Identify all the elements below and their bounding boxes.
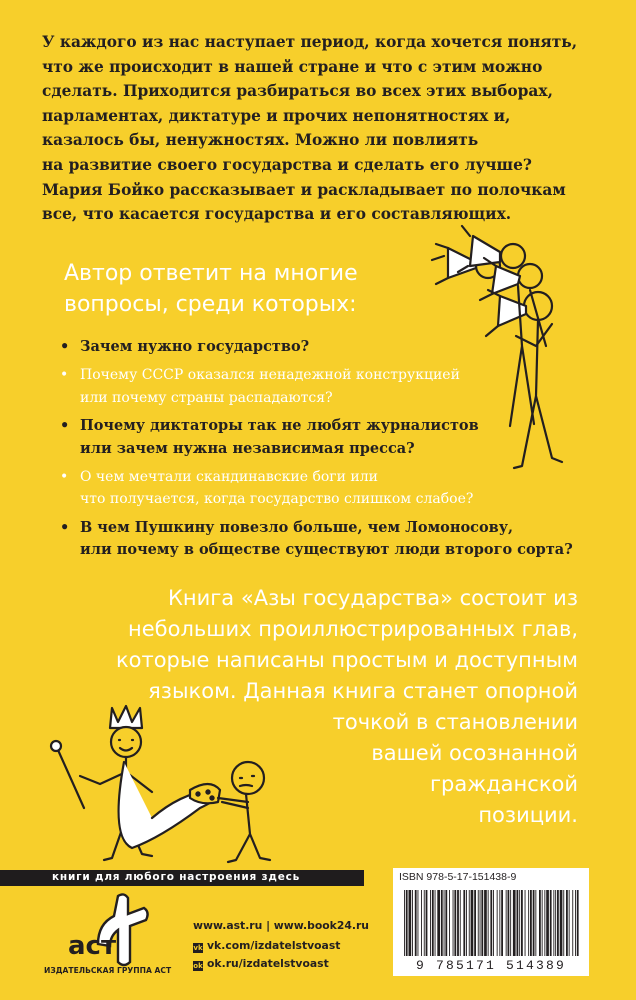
- slogan-text: книги для любого настроения здесь: [52, 871, 301, 883]
- barcode-bar: [453, 890, 454, 956]
- isbn-label: ISBN 978-5-17-151438-9: [393, 868, 589, 886]
- barcode-bar: [454, 890, 456, 956]
- intro-line: все, что касается государства и его составляющих.: [42, 205, 512, 224]
- king-servant-illustration: [40, 698, 280, 866]
- intro-line: сделать. Приходится разбираться во всех этих выборах,: [42, 82, 553, 101]
- barcode-bar: [481, 890, 483, 956]
- question-line: или почему страны распадаются?: [80, 389, 333, 406]
- intro-line: парламентах, диктатуре и прочих непонятностях и,: [42, 106, 511, 125]
- barcode-bar: [528, 890, 529, 956]
- bullet-icon: •: [60, 518, 70, 536]
- barcode-bar: [493, 890, 494, 956]
- book-line: вашей осознанной: [371, 741, 578, 765]
- barcode-bar: [572, 890, 573, 956]
- question-line: что получается, когда государство слишком слабое?: [80, 491, 474, 508]
- barcode-bar: [463, 890, 465, 956]
- slogan-strip: [0, 870, 364, 886]
- barcode-bar: [501, 890, 503, 956]
- social-text: ok.ru/izdatelstvoast: [207, 957, 329, 970]
- bullet-icon: •: [60, 367, 69, 384]
- barcode-bar: [490, 890, 492, 956]
- book-line: точкой в становлении: [332, 710, 578, 734]
- barcode-bar: [506, 890, 507, 956]
- barcode-bar: [566, 890, 568, 956]
- barcode-bar: [569, 890, 570, 956]
- barcode-bar: [497, 890, 498, 956]
- barcode-bar: [426, 890, 428, 956]
- question-item: [60, 466, 573, 511]
- barcode-bar: [575, 890, 576, 956]
- barcode-bar: [478, 890, 479, 956]
- logo-caption: ИЗДАТЕЛЬСКАЯ ГРУППА АСТ: [44, 966, 172, 975]
- barcode-bar: [415, 890, 417, 956]
- barcode-bar: [510, 890, 511, 956]
- barcode-bar: [542, 890, 543, 956]
- barcode-bar: [533, 890, 535, 956]
- question-line: В чем Пушкину повезло больше, чем Ломоносову,: [80, 518, 514, 536]
- book-line: Книга «Азы государства» состоит из: [167, 586, 578, 610]
- author-heading-line: вопросы, среди которых:: [64, 292, 357, 317]
- question-line: Почему СССР оказался ненадежной конструкцией: [80, 367, 460, 384]
- barcode-bar: [508, 890, 510, 956]
- author-heading-line: Автор ответит на многие: [64, 261, 358, 286]
- barcode-bar: [471, 890, 474, 956]
- barcode-bar: [488, 890, 489, 956]
- intro-line: У каждого из нас наступает период, когда хочется понять,: [42, 33, 578, 51]
- barcode-bar: [406, 890, 408, 956]
- barcode-bar: [513, 890, 516, 956]
- barcode-bar: [517, 890, 519, 956]
- barcode-bar: [418, 890, 419, 956]
- barcode-bar: [474, 890, 476, 956]
- barcode-bar: [430, 890, 431, 956]
- barcode-bar: [530, 890, 532, 956]
- book-line: которые написаны простым и доступным: [115, 648, 578, 672]
- social-link-ok[interactable]: [193, 957, 329, 971]
- barcode-bar: [546, 890, 549, 956]
- barcode-bar: [412, 890, 413, 956]
- question-item: [60, 415, 573, 460]
- barcode-bar: [441, 890, 443, 956]
- barcode-bar: [521, 890, 523, 956]
- barcode-bar: [424, 890, 425, 956]
- barcode-bar: [421, 890, 422, 956]
- questions-list: [60, 336, 573, 568]
- bullet-icon: •: [60, 338, 70, 355]
- barcode-bar: [519, 890, 520, 956]
- book-line: позиции.: [478, 803, 578, 827]
- social-text: vk.com/izdatelstvoast: [207, 939, 341, 952]
- barcode-bar: [557, 890, 559, 956]
- book-line: гражданской: [430, 772, 578, 796]
- barcode-bar: [409, 890, 412, 956]
- logo-text: аст: [68, 931, 117, 961]
- intro-line: казалось бы, ненужностях. Можно ли повлиять: [42, 131, 479, 150]
- barcode-bar: [444, 890, 445, 956]
- bullet-icon: •: [60, 417, 70, 435]
- question-item: [60, 336, 573, 358]
- websites[interactable]: www.ast.ru | www.book24.ru: [193, 919, 369, 932]
- question-line: О чем мечтали скандинавские боги или: [80, 469, 378, 486]
- barcode-bar: [555, 890, 556, 956]
- barcode-bar: [480, 890, 481, 956]
- social-link-vk[interactable]: [193, 939, 340, 953]
- barcode-bar: [437, 890, 440, 956]
- book-line: языком. Данная книга станет опорной: [148, 679, 578, 703]
- barcode-bar: [457, 890, 459, 956]
- bullet-icon: •: [60, 469, 69, 486]
- barcode-bar: [460, 890, 461, 956]
- question-line: или зачем нужна независимая пресса?: [80, 439, 415, 457]
- barcode-bar: [469, 890, 470, 956]
- barcode-bar: [525, 890, 526, 956]
- author-heading: [64, 258, 358, 320]
- question-item: [60, 517, 573, 562]
- barcode-bar: [449, 890, 450, 956]
- barcode-digits: 9 785171 514389: [415, 958, 567, 973]
- intro-line: Мария Бойко рассказывает и раскладывает по полочкам: [42, 180, 566, 199]
- barcode-bar: [484, 890, 487, 956]
- question-line: Зачем нужно государство?: [80, 338, 310, 355]
- barcode-bar: [577, 890, 579, 956]
- barcode-bar: [466, 890, 467, 956]
- book-line: небольших проиллюстрированных глав,: [128, 617, 578, 641]
- barcode-bar: [435, 890, 436, 956]
- vk-icon: vk: [193, 944, 203, 952]
- question-line: Почему диктаторы так не любят журналистов: [80, 417, 479, 435]
- question-line: или почему в обществе существуют люди второго сорта?: [80, 541, 573, 559]
- barcode-bar: [535, 890, 536, 956]
- ok-icon: ok: [193, 962, 203, 970]
- intro-line: на развитие своего государства и сделать его лучше?: [42, 155, 532, 174]
- barcode-bar: [404, 890, 405, 956]
- barcode-bar: [499, 890, 500, 956]
- barcode-bar: [445, 890, 447, 956]
- barcode-bar: [539, 890, 541, 956]
- question-item: [60, 364, 573, 409]
- barcode-icon: [402, 890, 580, 956]
- barcode-bar: [432, 890, 434, 956]
- intro-line: что же происходит в нашей стране и что с этим можно: [42, 57, 543, 76]
- barcode-bar: [553, 890, 554, 956]
- barcode-bar: [560, 890, 563, 956]
- barcode-bar: [563, 890, 564, 956]
- ast-logo: [58, 892, 158, 972]
- barcode-bar: [550, 890, 552, 956]
- barcode-bar: [544, 890, 545, 956]
